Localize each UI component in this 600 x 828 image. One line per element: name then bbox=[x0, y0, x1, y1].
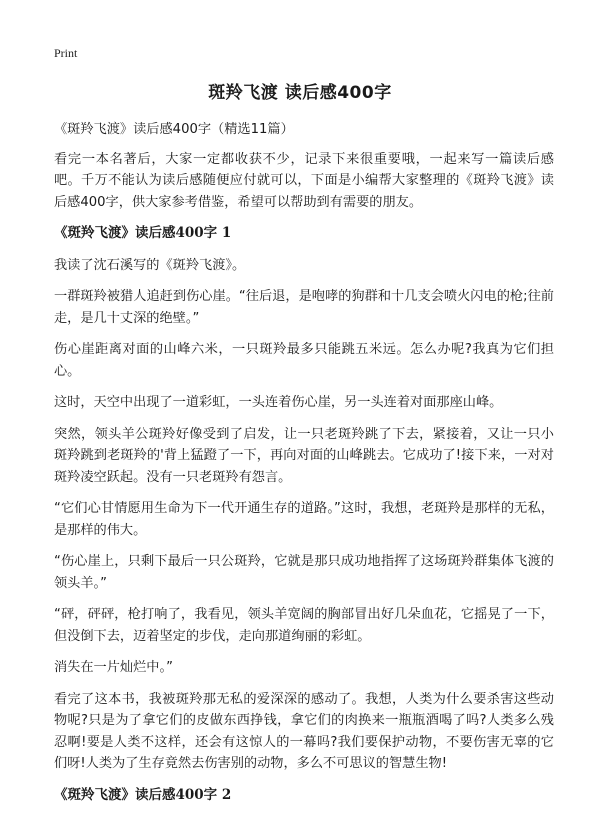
print-link[interactable]: Print bbox=[54, 46, 78, 60]
article-subtitle: 《斑羚飞渡》读后感400字（精选11篇） bbox=[54, 122, 294, 137]
section-heading-1: 《斑羚飞渡》读后感400字 1 bbox=[54, 225, 232, 241]
paragraph: 这时，天空中出现了一道彩虹，一头连着伤心崖，另一头连着对面那座山峰。 bbox=[54, 395, 503, 410]
section-heading-2: 《斑羚飞渡》读后感400字 2 bbox=[54, 786, 232, 803]
paragraph: “砰，砰砰，枪打响了，我看见，领头羊宽阔的胸部冒出好几朵血花，它摇晃了一下，但没倒下去，迈着坚定的步伐，走向那道绚丽的彩虹。 bbox=[54, 607, 554, 644]
paragraph: 我读了沈石溪写的《斑羚飞渡》。 bbox=[54, 257, 246, 273]
article-body bbox=[54, 119, 554, 816]
paragraph: 一群斑羚被猎人追赶到伤心崖。“往后退，是咆哮的狗群和十几支会喷火闪电的枪;往前走，是几十丈深的绝壁。” bbox=[54, 289, 554, 326]
paragraph: 伤心崖距离对面的山峰六米，一只斑羚最多只能跳五米远。怎么办呢?我真为它们担心。 bbox=[54, 342, 554, 379]
paragraph: “它们心甘情愿用生命为下一代开通生存的道路。”这时，我想，老斑羚是那样的无私，是那样的伟大。 bbox=[54, 501, 554, 538]
intro-paragraph: 看完一本名著后，大家一定都收获不少，记录下来很重要哦，一起来写一篇读后感吧。千万不能认为读后感随便应付就可以，下面是小编帮大家整理的《斑羚飞渡》读后感400字，供大家参考借鉴，希望可以帮助到有需要的朋友。 bbox=[54, 151, 554, 210]
paragraph: 突然，领头羊公斑羚好像受到了启发，让一只老斑羚跳了下去，紧接着，又让一只小斑羚跳到老斑羚的'背上猛蹬了一下，再向对面的山峰跳去。它成功了!接下来，一对对斑羚凌空跃起。没有一只老斑羚有怨言。 bbox=[54, 426, 554, 485]
paragraph: “伤心崖上，只剩下最后一只公斑羚，它就是那只成功地指挥了这场斑羚群集体飞渡的领头羊。” bbox=[54, 554, 554, 591]
paragraph: 看完了这本书，我被斑羚那无私的爱深深的感动了。我想，人类为什么要杀害这些动物呢?只是为了拿它们的皮做东西挣钱，拿它们的肉换来一瓶瓶酒喝了吗?人类多么残忍啊!要是人类不这样，还会有这惊人的一幕吗?我们要保护动物，不要伤害无辜的它们呀!人类为了生存竟然去伤害别的动物，多么不可思议的智慧生物! bbox=[54, 691, 554, 771]
paragraph: 消失在一片灿烂中。” bbox=[54, 660, 173, 675]
page-title: 斑羚飞渡 读后感400字 bbox=[208, 83, 392, 103]
